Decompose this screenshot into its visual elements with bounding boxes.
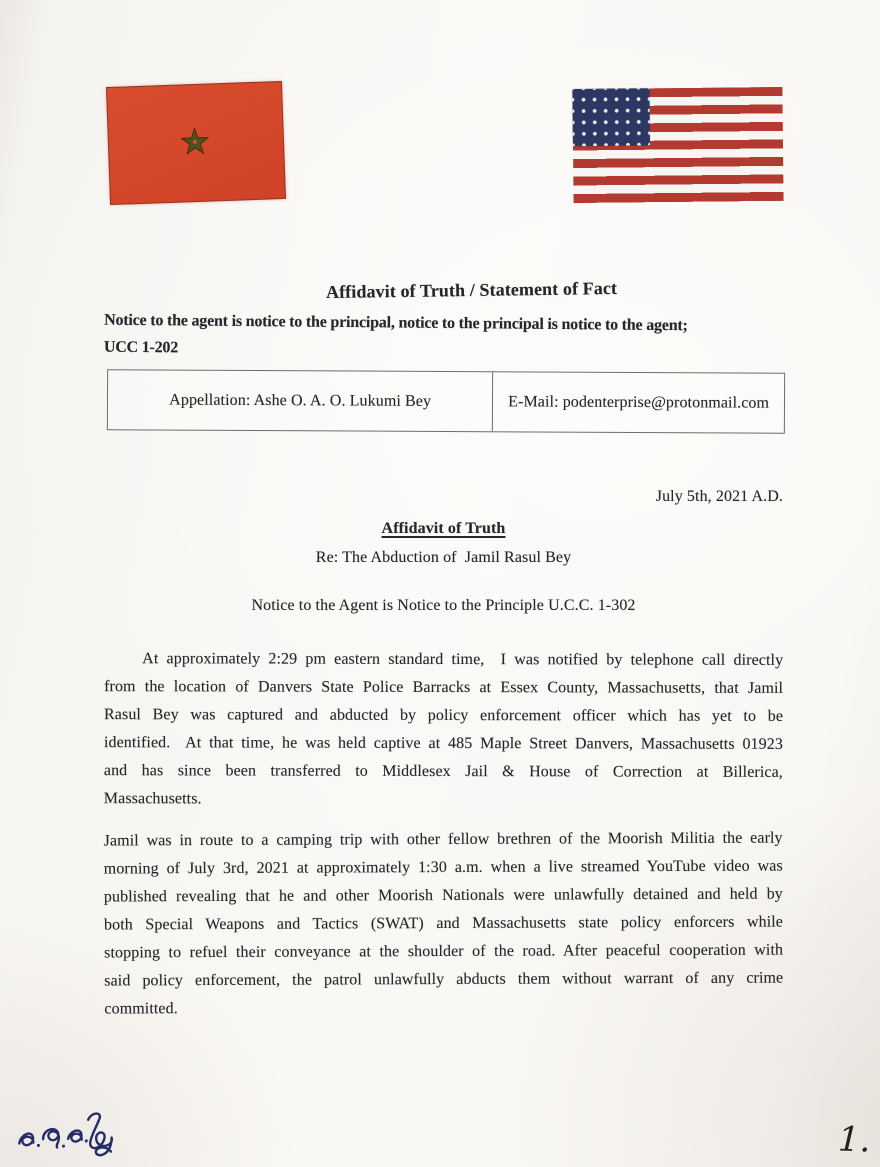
page-number: 1.	[837, 1119, 872, 1161]
contact-info-table	[107, 369, 785, 434]
morocco-flag	[106, 81, 286, 205]
ucc-code-line: UCC 1-202	[103, 338, 179, 357]
usa-flag-canton	[572, 88, 650, 146]
paragraph-2-line: said policy enforcement, the patrol unlawfully abducts them without warrant of any crime	[104, 969, 784, 990]
email-cell: E-Mail: podenterprise@protonmail.com	[508, 392, 770, 412]
document-title: Affidavit of Truth / Statement of Fact	[325, 277, 618, 303]
notice-block	[104, 307, 804, 368]
paragraph-1-line: and has since been transferred to Middlesex Jail & House of Correction at Billerica,	[103, 762, 783, 781]
affidavit-subject: Re: The Abduction of Jamil Rasul Bey	[315, 549, 572, 566]
paragraph-2-line: both Special Weapons and Tactics (SWAT) and Massachusetts state policy enforcers while	[103, 913, 784, 934]
handwritten-signature	[14, 1105, 117, 1166]
paragraph-2-line: published revealing that he and other Moorish Nationals were unlawfully detained and held by	[103, 885, 783, 906]
paragraph-2-line: stopping to refuel their conveyance at the shoulder of the road. After peaceful cooperation with	[104, 941, 784, 962]
affidavit-heading-text: Affidavit of Truth	[381, 520, 506, 537]
appellation-cell: Appellation: Ashe O. A. O. Lukumi Bey	[108, 370, 494, 431]
paragraph-2	[104, 825, 784, 1024]
notice-to-agent-line: Notice to the agent is notice to the principal, notice to the principal is notice to the agent;	[104, 311, 688, 335]
document-date: July 5th, 2021 A.D.	[655, 488, 783, 505]
paragraph-1-line: Massachusetts.	[103, 790, 202, 808]
paragraph-1-line: identified. At that time, he was held captive at 485 Maple Street Danvers, Massachusetts 01923	[103, 734, 783, 753]
affidavit-notice: Notice to the Agent is Notice to the Principle U.C.C. 1-302	[251, 597, 636, 614]
paragraph-2-line: committed.	[104, 1000, 178, 1018]
paragraph-1-line: At approximately 2:29 pm eastern standard time, I was notified by telephone call directly	[142, 650, 784, 669]
usa-flag	[572, 87, 783, 203]
paragraph-1	[104, 645, 783, 815]
paragraph-1-line: from the location of Danvers State Police Barracks at Essex County, Massachusetts, that Jamil	[104, 678, 784, 697]
morocco-star-icon	[177, 125, 212, 160]
affidavit-heading	[104, 520, 783, 538]
paragraph-2-line: morning of July 3rd, 2021 at approximately 1:30 a.m. when a live streamed YouTube video was	[103, 857, 783, 878]
paragraph-2-line: Jamil was in route to a camping trip with other fellow brethren of the Moorish Militia the early	[103, 829, 783, 850]
paragraph-1-line: Rasul Bey was captured and abducted by policy enforcement officer which has yet to be	[104, 706, 784, 725]
